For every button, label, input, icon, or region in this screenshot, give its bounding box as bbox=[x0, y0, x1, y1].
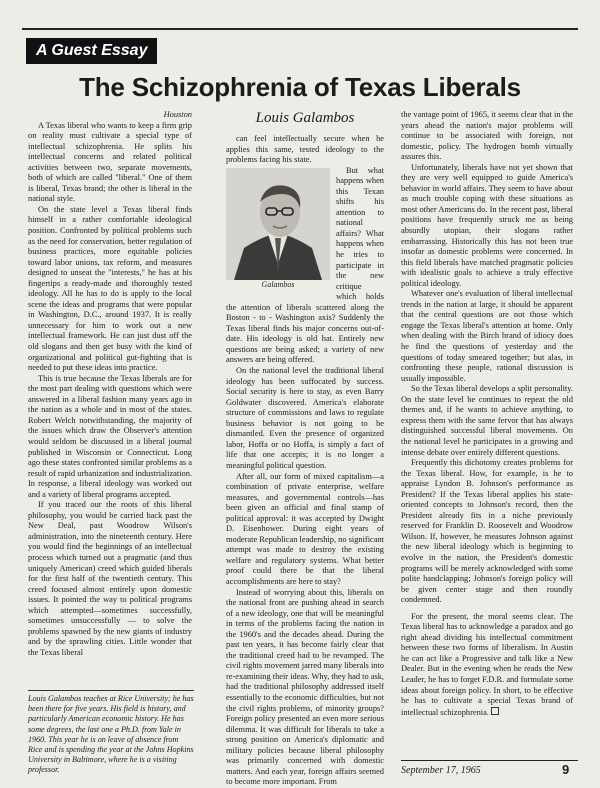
paragraph: So the Texas liberal develops a split personality. On the state level he continues to repeat the old themes and, if he wants to achieve anything, to express them with the same fervor that has always distinguished successful liberal movements. On the national level he participates in a growing and intense debate over entirely different questions. bbox=[401, 384, 573, 457]
paragraph: But what happens when this Texan shifts his attention to national affairs? What happens when he tries to participate in the new critique which holds the attention of liberals scattered along the Boston - to - Washington axis? Suddenly the Texas liberal finds his major concerns out-of-date. His ideology is old hat. Entirely new questions are being asked; a variety of new answers are being offered. bbox=[226, 165, 384, 365]
top-rule bbox=[22, 28, 578, 30]
paragraph: Unfortunately, liberals have not yet shown that they are very well equipped to guide America's behavior in world affairs. They seem to have about as much trouble coping with these situations as most other Americans do. In the recent past, liberal positions have frequently struck me as being absurdly utopian, their slogans rather embarrassing. Historically this has not been true insofar as domestic problems were concerned. In this field liberals have matched pragmatic policies with idealistic goals to achieve a truly effective political ideology. bbox=[401, 162, 573, 288]
portrait-image bbox=[226, 168, 330, 280]
paragraph: the vantage point of 1965, it seems clear that in the years ahead the nation's major problems will continue to be associated with foreign, not domestic, policy. The hydrogen bomb virtually assures this. bbox=[401, 110, 573, 162]
paragraph: Instead of worrying about this, liberals on the national front are pushing ahead in search of a new ideology, one that will be meaningful in terms of the problems facing the nation in the 1960's and the decades ahead. During the past ten years, it has become fairly clear that the traditional creed had to be revamped. The civil rights movement jarred many liberals into re-examining their ideas. Why, they had to ask, had the traditional philosophy addressed itself essentially to the economic difficulties, but not the civil rights problems, of minority groups? Foreign policy presented an even more serious dilemma. It was difficult for liberals to take a strong position on America's diplomatic and military policies because liberal philosophy was primarily concerned with domestic matters. And each year, foreign affairs seemed to become more important. From bbox=[226, 587, 384, 787]
paragraph: This is true because the Texas liberals are for the most part dealing with questions which were answered in a liberal fashion many years ago in the nation as a whole and in most of the states. Robert Welch notwithstanding, the majority of the issues which draw the Observer's attention would seldom be discussed in a liberal journal published in Wisconsin or Connecticut. Long ago these states confronted similar problems as a result of rapid urbanization and industrialization. In response, a liberal ideology was worked out and a variety of liberal programs accepted. bbox=[28, 373, 192, 499]
dateline: Houston bbox=[163, 110, 192, 119]
paragraph: After all, our form of mixed capitalism—a combination of private enterprise, welfare measures, and governmental controls—has been given an official and final stamp of political approval: it was accepted by Dwight D. Eisenhower. During eight years of moderate Republican leadership, no significant attempt was made to destroy the existing welfare and regulatory systems. What better proof could there be that the liberal accomplishments are here to stay? bbox=[226, 471, 384, 586]
paragraph: If you traced our the roots of this liberal philosophy, you would be carried back past the New Deal, past Woodrow Wilson's administration, into the nineteenth century. Here you would find the beginnings of an intellectual process which turned out a pragmatic (and thus uniquely American) creed which guided liberals for the first half of the twentieth century. This creed focused almost entirely upon domestic issues. It pointed the way to political programs which attempted—sometimes successfully, sometimes unsuccessfully — to solve the problems spawned by the new giants of industry and by the sprawling cities. Little wonder that the Texas liberal bbox=[28, 500, 192, 657]
paragraph: On the state level a Texas liberal finds himself in a rather comfortable ideological position. Confronted by political problems such as the need for conservation, better regulation of business practices, more equitable policies toward labor unions, tax reform, and measures designed to unseat the "interests," he has at his fingertips a ready-made and thoroughly tested ideology. All he has to do is apply to the local scene the ideas and programs that were popular in Washington, D.C., around 1937. It is really unnecessary for him to work out a new intellectual framework. He can just dust off the old slogans and then get busy with the kind of organizational and political gut-fighting that is needed to put these ideas into practice. bbox=[28, 204, 192, 373]
paragraph: can feel intellectually secure when he applies this same, tested ideology to the problems facing his state. bbox=[226, 134, 384, 165]
paragraph: Frequently this dichotomy creates problems for the Texas liberal. How, for example, is he to appraise Lyndon B. Johnson's performance as President? If the Texas liberal applies his state-oriented concepts to Johnson's record, then the President already fits in a niche previously reserved for Franklin D. Roosevelt and Woodrow Wilson. If, however, he measures Johnson against the new liberal ideology which is beginning to evolve in the nation, the President's domestic programs will be merely acknowledged with some polite handclapping; Johnson's foreign policy will be given center stage and then roundly condemned. bbox=[401, 458, 573, 605]
author-bio: Louis Galambos teaches at Rice University; he has been there for five years. His field is history, and particularly American economic history. He has some degrees, the last one a Ph.D. from Yale in 1960. This year he is on leave of absence from Rice and is spending the year at the Johns Hopkins University in Baltimore, where he is a visiting professor. bbox=[28, 690, 194, 776]
author-photo bbox=[226, 168, 330, 292]
paragraph: Whatever one's evaluation of liberal intellectual trends in the nation at large, it should be apparent that the central questions are not those which engage the Texas liberal's attention at home. Only when dealing with the Birch brand of idiocy does he find the questions of yesterday and the questions of today smeared together; but alas, in confronting these people, rational discussion is usually impossible. bbox=[401, 289, 573, 383]
paragraph: On the national level the traditional liberal ideology has been suffocated by success. Social security is here to stay, as even Barry Goldwater discovered. America's elaborate structure of commissions and laws to regulate business behavior is not going to be dismantled. Even the presence of organized labor, Hoffa or no Hoffa, is simply a fact of life that one accepts; it is no longer a meaningful political question. bbox=[226, 366, 384, 470]
section-tag: A Guest Essay bbox=[26, 38, 157, 64]
paragraph-text: For the present, the moral seems clear. The Texas liberal has to acknowledge a paradox and go right ahead dividing his intellectual commitment between these two forms of liberalism. In Austin he can act like a Progressive and talk like a New Dealer. But in the evening when he reads the New Leader, he has to forget F.D.R. and formulate some ideas about foreign policy. In short, to be effective he has to cultivate a special Texas brand of intellectual schizophrenia. bbox=[401, 611, 573, 717]
portrait-drawing bbox=[226, 168, 330, 280]
paragraph: A Texas liberal who wants to keep a firm grip on reality must cultivate a special type of intellectual schizophrenia. He splits his intellectual concerns and related political activities between two, separate movements, both of which are called "liberal." One of them is liberal, Texas brand; the other is liberal in the national style. bbox=[28, 120, 192, 204]
page-number: 9 bbox=[562, 762, 570, 777]
footer-rule bbox=[401, 760, 578, 761]
issue-date: September 17, 1965 bbox=[401, 765, 481, 776]
paragraph bbox=[401, 612, 573, 718]
headline: The Schizophrenia of Texas Liberals bbox=[79, 72, 521, 102]
end-mark-icon bbox=[491, 707, 499, 715]
column-1 bbox=[28, 110, 192, 658]
photo-caption: Galambos bbox=[261, 279, 295, 289]
column-2 bbox=[226, 134, 384, 788]
author-byline: Louis Galambos bbox=[255, 110, 355, 126]
column-3 bbox=[401, 110, 573, 718]
